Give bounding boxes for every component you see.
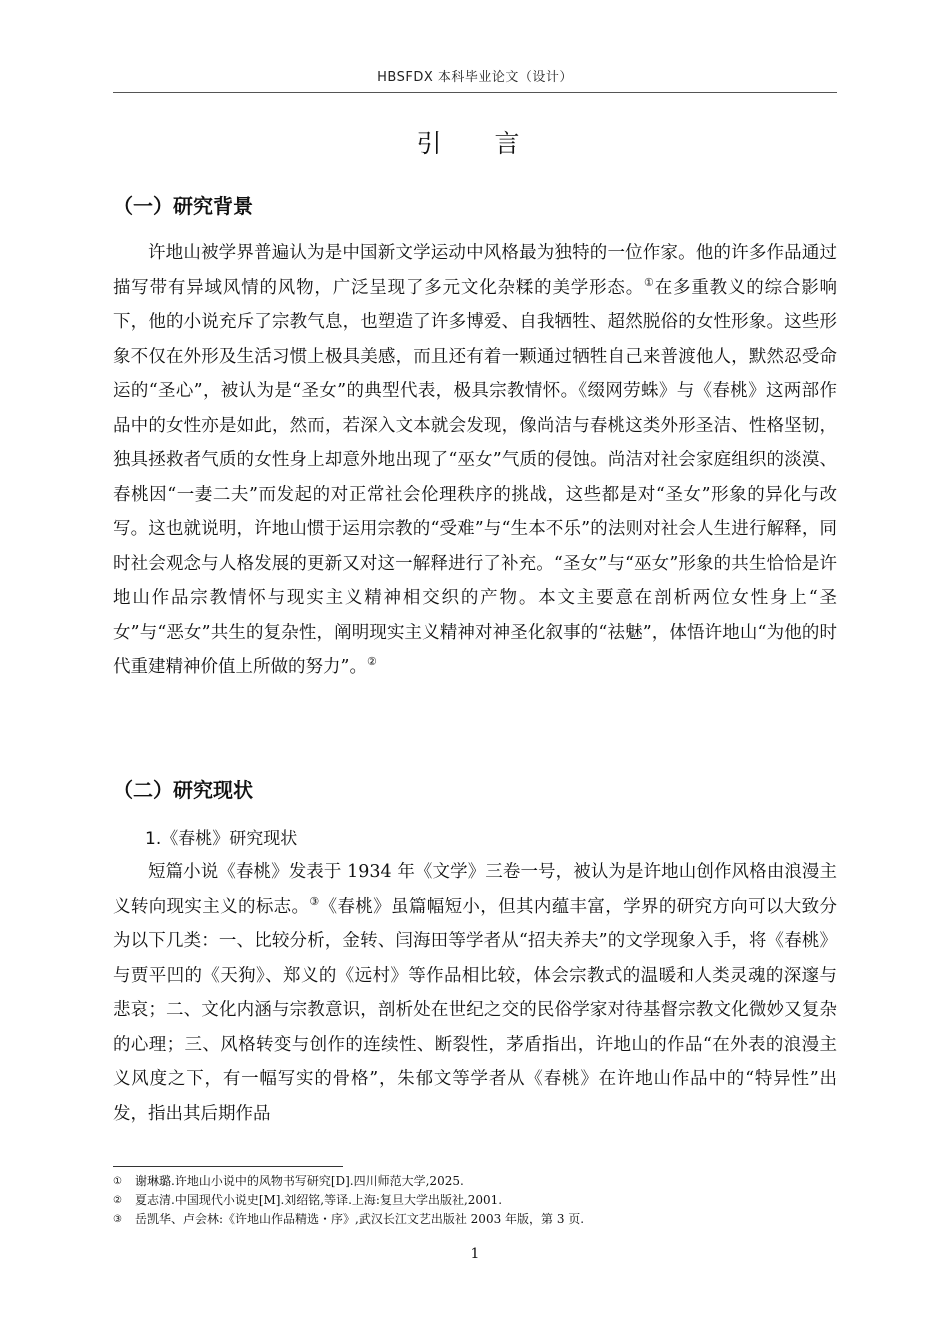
section-heading-background: （一）研究背景 (113, 194, 253, 218)
subsection-heading-chuntao: 1.《春桃》研究现状 (145, 829, 298, 849)
paragraph-text: 《春桃》虽篇幅短小，但其内蕴丰富，学界的研究方向可以大致分为以下几类：一、比较分析，金转、闫海田等学者从“招夫养夫”的文学现象入手，将《春桃》与贾平凹的《天狗》、郑义的《远村》等作品相比较，体会宗教式的温暖和人类灵魂的深邃与悲哀；二、文化内涵与宗教意识，剖析处在世纪之交的民俗学家对待基督宗教文化微妙又复杂的心理；三、风格转变与创作的连续性、断裂性，茅盾指出，许地山的作品“在外表的浪漫主义风度之下，有一幅写实的骨格”，朱郁文等学者从《春桃》在许地山作品中的“特异性”出发，指出其后期作品 (113, 896, 837, 1124)
page-number: 1 (470, 1246, 480, 1262)
footnote-ref-3[interactable]: ③ (309, 894, 320, 908)
section-heading-status: （二）研究现状 (113, 778, 253, 802)
paragraph-background (113, 236, 837, 685)
paragraph-text: 短篇小说《春桃》发表于 1934 年《文学》三卷一号，被认为是许地山创作风格由浪漫主义转向现实主义的标志。 (113, 862, 837, 917)
footnotes (113, 1172, 837, 1229)
footnote-text: 夏志清.中国现代小说史[M].刘绍铭,等译.上海:复旦大学出版社,2001. (135, 1193, 503, 1207)
footnote-mark: ② (113, 1195, 122, 1206)
footnote-ref-1[interactable]: ① (644, 275, 655, 289)
footnote-mark: ① (113, 1176, 122, 1187)
footnote-separator (113, 1166, 343, 1167)
footnote-item (113, 1172, 837, 1191)
footnote-ref-2[interactable]: ② (366, 655, 377, 669)
header-rule (113, 92, 837, 93)
footnote-mark: ③ (113, 1214, 122, 1225)
paragraph-text: 在多重教义的综合影响下，他的小说充斥了宗教气息，也塑造了许多博爱、自我牺牲、超然脱俗的女性形象。这些形象不仅在外形及生活习惯上极具美感，而且还有着一颗通过牺牲自己来普渡他人，默然忍受命运的“圣心”，被认为是“圣女”的典型代表，极具宗教情怀。《缀网劳蛛》与《春桃》这两部作品中的女性亦是如此，然而，若深入文本就会发现，像尚洁与春桃这类外形圣洁、性格坚韧，独具拯救者气质的女性身上却意外地出现了“巫女”气质的侵蚀。尚洁对社会家庭组织的淡漠、春桃因“一妻二夫”而发起的对正常社会伦理秩序的挑战，这些都是对“圣女”形象的异化与改写。这也就说明，许地山惯于运用宗教的“受难”与“生本不乐”的法则对社会人生进行解释，同时社会观念与人格发展的更新又对这一解释进行了补充。“圣女”与“巫女”形象的共生恰恰是许地山作品宗教情怀与现实主义精神相交织的产物。本文主要意在剖析两位女性身上“圣女”与“恶女”共生的复杂性，阐明现实主义精神对神圣化叙事的“祛魅”，体悟许地山“为他的时代重建精神价值上所做的努力”。 (113, 277, 838, 677)
paragraph-chuntao-research (113, 855, 837, 1131)
footnote-item (113, 1191, 837, 1210)
footnote-text: 岳凯华、卢会林:《许地山作品精选・序》,武汉长江文艺出版社 2003 年版，第 3 页. (135, 1212, 585, 1226)
running-header: HBSFDX 本科毕业论文（设计） (377, 70, 573, 85)
page-title: 引 言 (416, 129, 534, 158)
footnote-text: 谢琳璐.许地山小说中的风物书写研究[D].四川师范大学,2025. (135, 1174, 464, 1188)
paragraph-text: 许地山被学界普遍认为是中国新文学运动中风格最为独特的一位作家。他的许多作品通过描写带有异域风情的风物，广泛呈现了多元文化杂糅的美学形态。 (113, 243, 837, 298)
footnote-item (113, 1210, 837, 1229)
